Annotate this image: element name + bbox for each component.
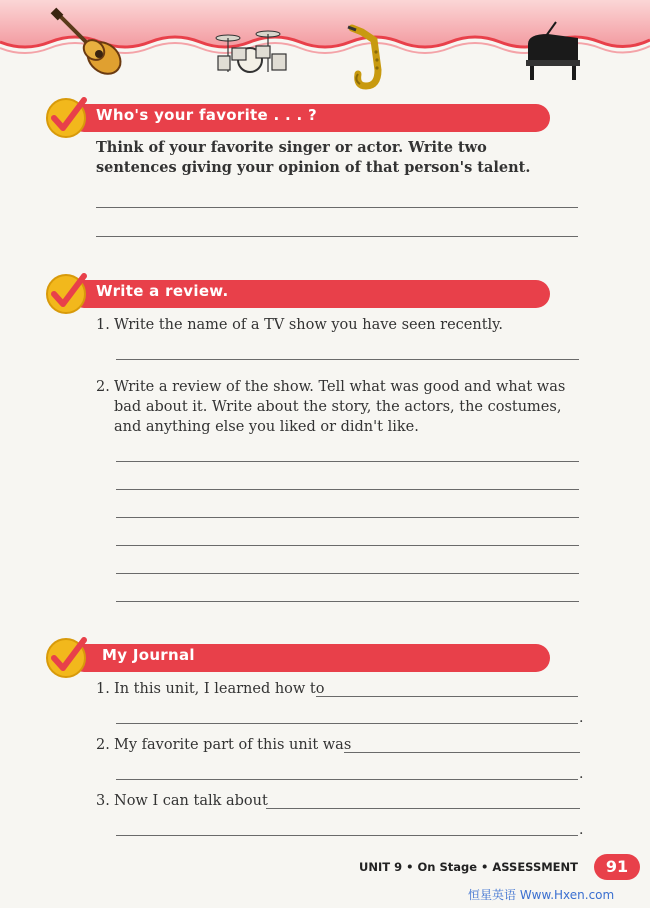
- prompt-text: In this unit, I learned how to: [114, 681, 325, 697]
- review-question-1: [96, 315, 576, 335]
- watermark: 恒星英语 Www.Hxen.com: [468, 888, 615, 902]
- journal-prompt-3: [96, 791, 268, 811]
- question-text: Write the name of a TV show you have seen recently.: [114, 317, 504, 333]
- answer-line[interactable]: [116, 601, 579, 602]
- footer-unit-label: UNIT 9 • On Stage • ASSESSMENT: [359, 860, 578, 874]
- answer-line[interactable]: [116, 461, 579, 462]
- answer-line[interactable]: [116, 835, 578, 836]
- section-favorite-instructions: Think of your favorite singer or actor. Write two sentences giving your opinion of that person's talent.: [96, 139, 531, 176]
- question-number: 2.: [96, 379, 110, 395]
- checkmark-icon: [44, 634, 92, 682]
- end-period: .: [579, 710, 584, 726]
- prompt-number: 2.: [96, 737, 110, 753]
- prompt-text: Now I can talk about: [114, 793, 268, 809]
- review-question-2: [96, 377, 576, 437]
- section-journal-title: My Journal: [102, 646, 195, 664]
- prompt-number: 1.: [96, 681, 110, 697]
- section-favorite-title: Who's your favorite . . . ?: [96, 106, 318, 124]
- answer-line[interactable]: [116, 517, 579, 518]
- answer-line[interactable]: [116, 545, 579, 546]
- checkmark-icon: [44, 94, 92, 142]
- answer-line[interactable]: [96, 207, 578, 208]
- answer-line[interactable]: [116, 779, 578, 780]
- answer-line[interactable]: [116, 723, 578, 724]
- section-review-title: Write a review.: [96, 282, 229, 300]
- question-number: 1.: [96, 317, 110, 333]
- header-decoration: [0, 0, 650, 92]
- section-journal-banner: [44, 634, 550, 682]
- journal-prompt-2: [96, 735, 351, 755]
- section-review-banner: [44, 270, 550, 318]
- prompt-text: My favorite part of this unit was: [114, 737, 352, 753]
- answer-line[interactable]: [316, 696, 578, 697]
- answer-line[interactable]: [344, 752, 580, 753]
- prompt-number: 3.: [96, 793, 110, 809]
- answer-line[interactable]: [116, 573, 579, 574]
- answer-line[interactable]: [116, 359, 579, 360]
- end-period: .: [579, 766, 584, 782]
- answer-line[interactable]: [266, 808, 580, 809]
- question-text: Write a review of the show. Tell what was good and what was bad about it. Write about the story, the actors, the costumes, and anything else you liked or didn't like.: [114, 379, 566, 435]
- answer-line[interactable]: [116, 489, 579, 490]
- section-favorite-banner: [44, 94, 550, 142]
- checkmark-icon: [44, 270, 92, 318]
- end-period: .: [579, 822, 584, 838]
- answer-line[interactable]: [96, 236, 578, 237]
- journal-prompt-1: [96, 679, 324, 699]
- page-number: 91: [594, 854, 640, 880]
